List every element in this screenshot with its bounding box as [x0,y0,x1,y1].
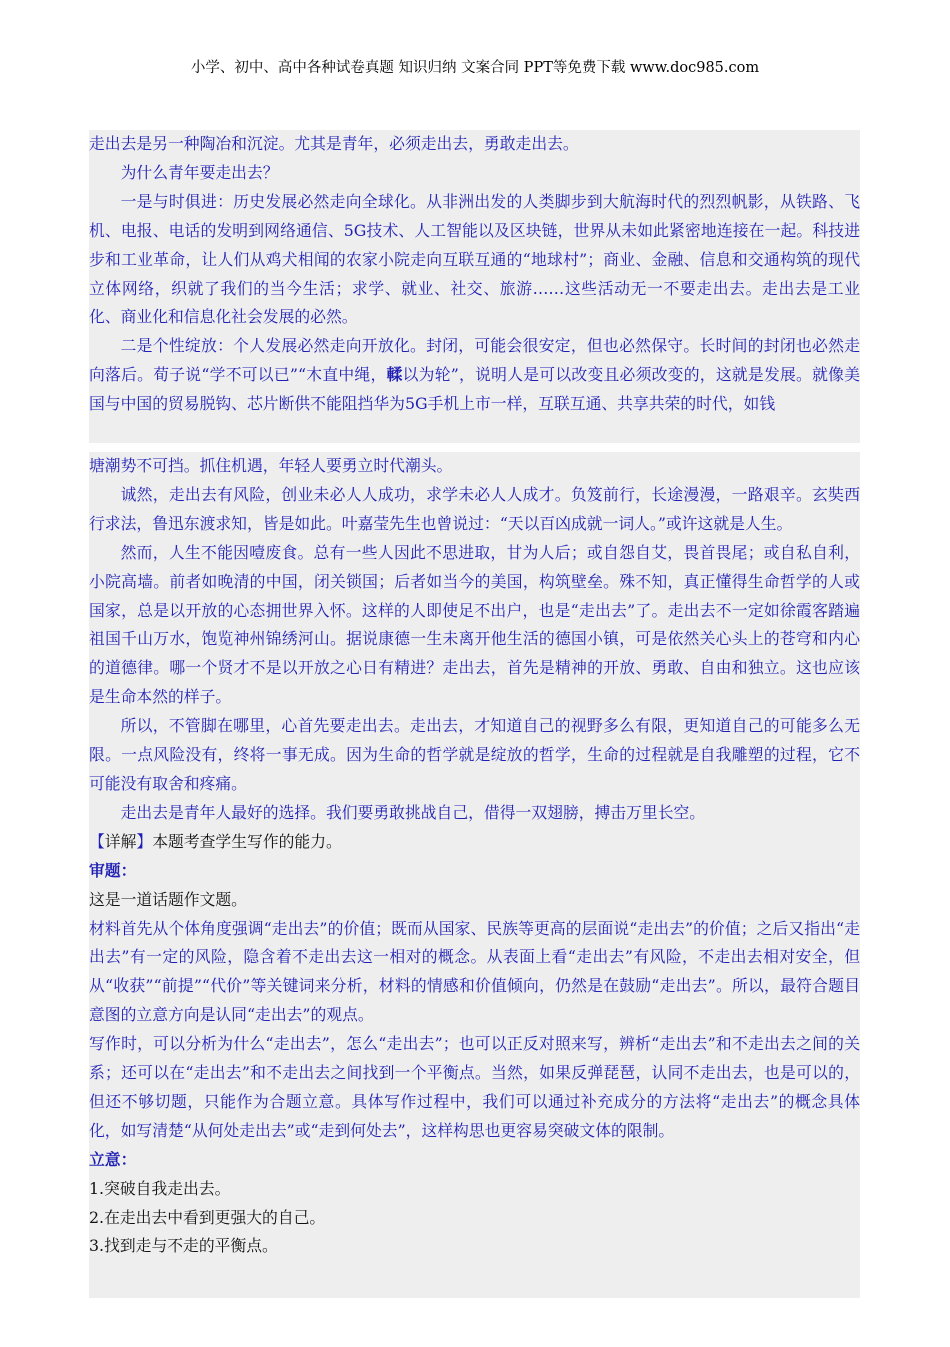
content-block-1 [89,130,860,443]
paragraph: 这是一道话题作文题。 [89,889,247,909]
detail-text: 本题考查学生写作的能力。 [152,831,342,851]
text-run: 二是个性绽放：个人发展必然走向开放化。封闭，可能会很安定，但也必然保守。长时间的封闭也必然走向落后。荀子说“学不可以已”“木直中绳， [89,336,860,385]
detail-label: 详解 [104,831,137,851]
paragraph: 走出去是青年人最好的选择。我们要勇敢挑战自己，借得一双翅膀，搏击万里长空。 [120,802,706,822]
paragraph: 一是与时俱进：历史发展必然走向全球化。从非洲出发的人类脚步到大航海时代的烈烈帆影，从铁路、飞机、电报、电话的发明到网络通信、5G技术、人工智能以及区块链，世界从未如此紧密地连接在一起。科技进步和工业革命，让人们从鸡犬相闻的农家小院走向互联互通的“地球村”；商业、金融、信息和交通构筑的现代立体网络，织就了我们的当今生活；求学、就业、社交、旅游……这些活动无一不要走出去。走出去是工业化、商业化和信息化社会发展的必然。 [89,191,860,327]
paragraph: 所以，不管脚在哪里，心首先要走出去。走出去，才知道自己的视野多么有限，更知道自己的可能多么无限。一点风险没有，终将一事无成。因为生命的哲学就是绽放的哲学，生命的过程就是自我雕塑的过程，它不可能没有取舍和疼痛。 [89,716,860,793]
bracket-close: 】 [136,831,153,851]
paragraph: 写作时，可以分析为什么“走出去”，怎么“走出去”；也可以正反对照来写，辨析“走出去”和不走出去之间的关系；还可以在“走出去”和不走出去之间找到一个平衡点。当然，如果反弹琵琶，认同不走出去，也是可以的，但还不够切题，只能作为合题立意。具体写作过程中，我们可以通过补充成分的方法将“走出去”的概念具体化，如写清楚“从何处走出去”或“走到何处去”，这样构思也更容易突破文体的限制。 [89,1034,860,1140]
detail-line [89,828,860,857]
paragraph: 然而，人生不能因噎废食。总有一些人因此不思进取，甘为人后；或自怨自艾，畏首畏尾；或自私自利，小院高墙。前者如晚清的中国，闭关锁国；后者如当今的美国，构筑壁垒。殊不知，真正懂得生命哲学的人或国家，总是以开放的心态拥世界入怀。这样的人即使足不出户，也是“走出去”了。走出去不一定如徐霞客踏遍祖国千山万水，饱览神州锦绣河山。据说康德一生未离开他生活的德国小镇，可是依然关心头上的苍穹和内心的道德律。哪一个贤才不是以开放之心日有精进？走出去，首先是精神的开放、勇敢、自由和独立。这也应该是生命本然的样子。 [89,542,860,707]
shenti-heading: 审题： [89,860,137,880]
list-item: 2.在走出去中看到更强大的自己。 [89,1207,326,1227]
liyi-heading: 立意： [89,1149,137,1169]
paragraph: 材料首先从个体角度强调“走出去”的价值；既而从国家、民族等更高的层面说“走出去”的价值；之后又指出“走出去”有一定的风险，隐含着不走出去这一相对的概念。从表面上看“走出去”有风险，不走出去相对安全，但从“收获”“前提”“代价”等关键词来分析，材料的情感和价值倾向，仍然是在鼓励“走出去”。所以，最符合题目意图的立意方向是认同“走出去”的观点。 [89,918,860,1025]
rare-character: 輮 [386,365,403,385]
paragraph [89,332,860,419]
paragraph: 为什么青年要走出去？ [120,162,279,182]
bracket-open: 【 [89,831,105,851]
list-item: 3.找到走与不走的平衡点。 [89,1236,278,1256]
text-run: 以为轮”，说明人是可以改变且必须改变的，这就是发展。就像美国与中国的贸易脱钩、芯片断供不能阻挡华为5G手机上市一样，互联互通、共享共荣的时代，如钱 [89,365,860,414]
paragraph: 走出去是另一种陶冶和沉淀。尤其是青年，必须走出去，勇敢走出去。 [89,134,579,153]
paragraph: 诚然，走出去有风险，创业未必人人成功，求学未必人人成才。负笈前行，长途漫漫，一路艰辛。玄奘西行求法，鲁迅东渡求知，皆是如此。叶嘉莹先生也曾说过：“天以百凶成就一词人。”或许这就是人生。 [89,484,860,533]
content-block-2 [89,452,860,1298]
paragraph: 塘潮势不可挡。抓住机遇，年轻人要勇立时代潮头。 [89,456,453,475]
list-item: 1.突破自我走出去。 [89,1178,231,1198]
page-header: 小学、初中、高中各种试卷真题 知识归纳 文案合同 PPT等免费下载 www.doc985.com [190,60,760,76]
